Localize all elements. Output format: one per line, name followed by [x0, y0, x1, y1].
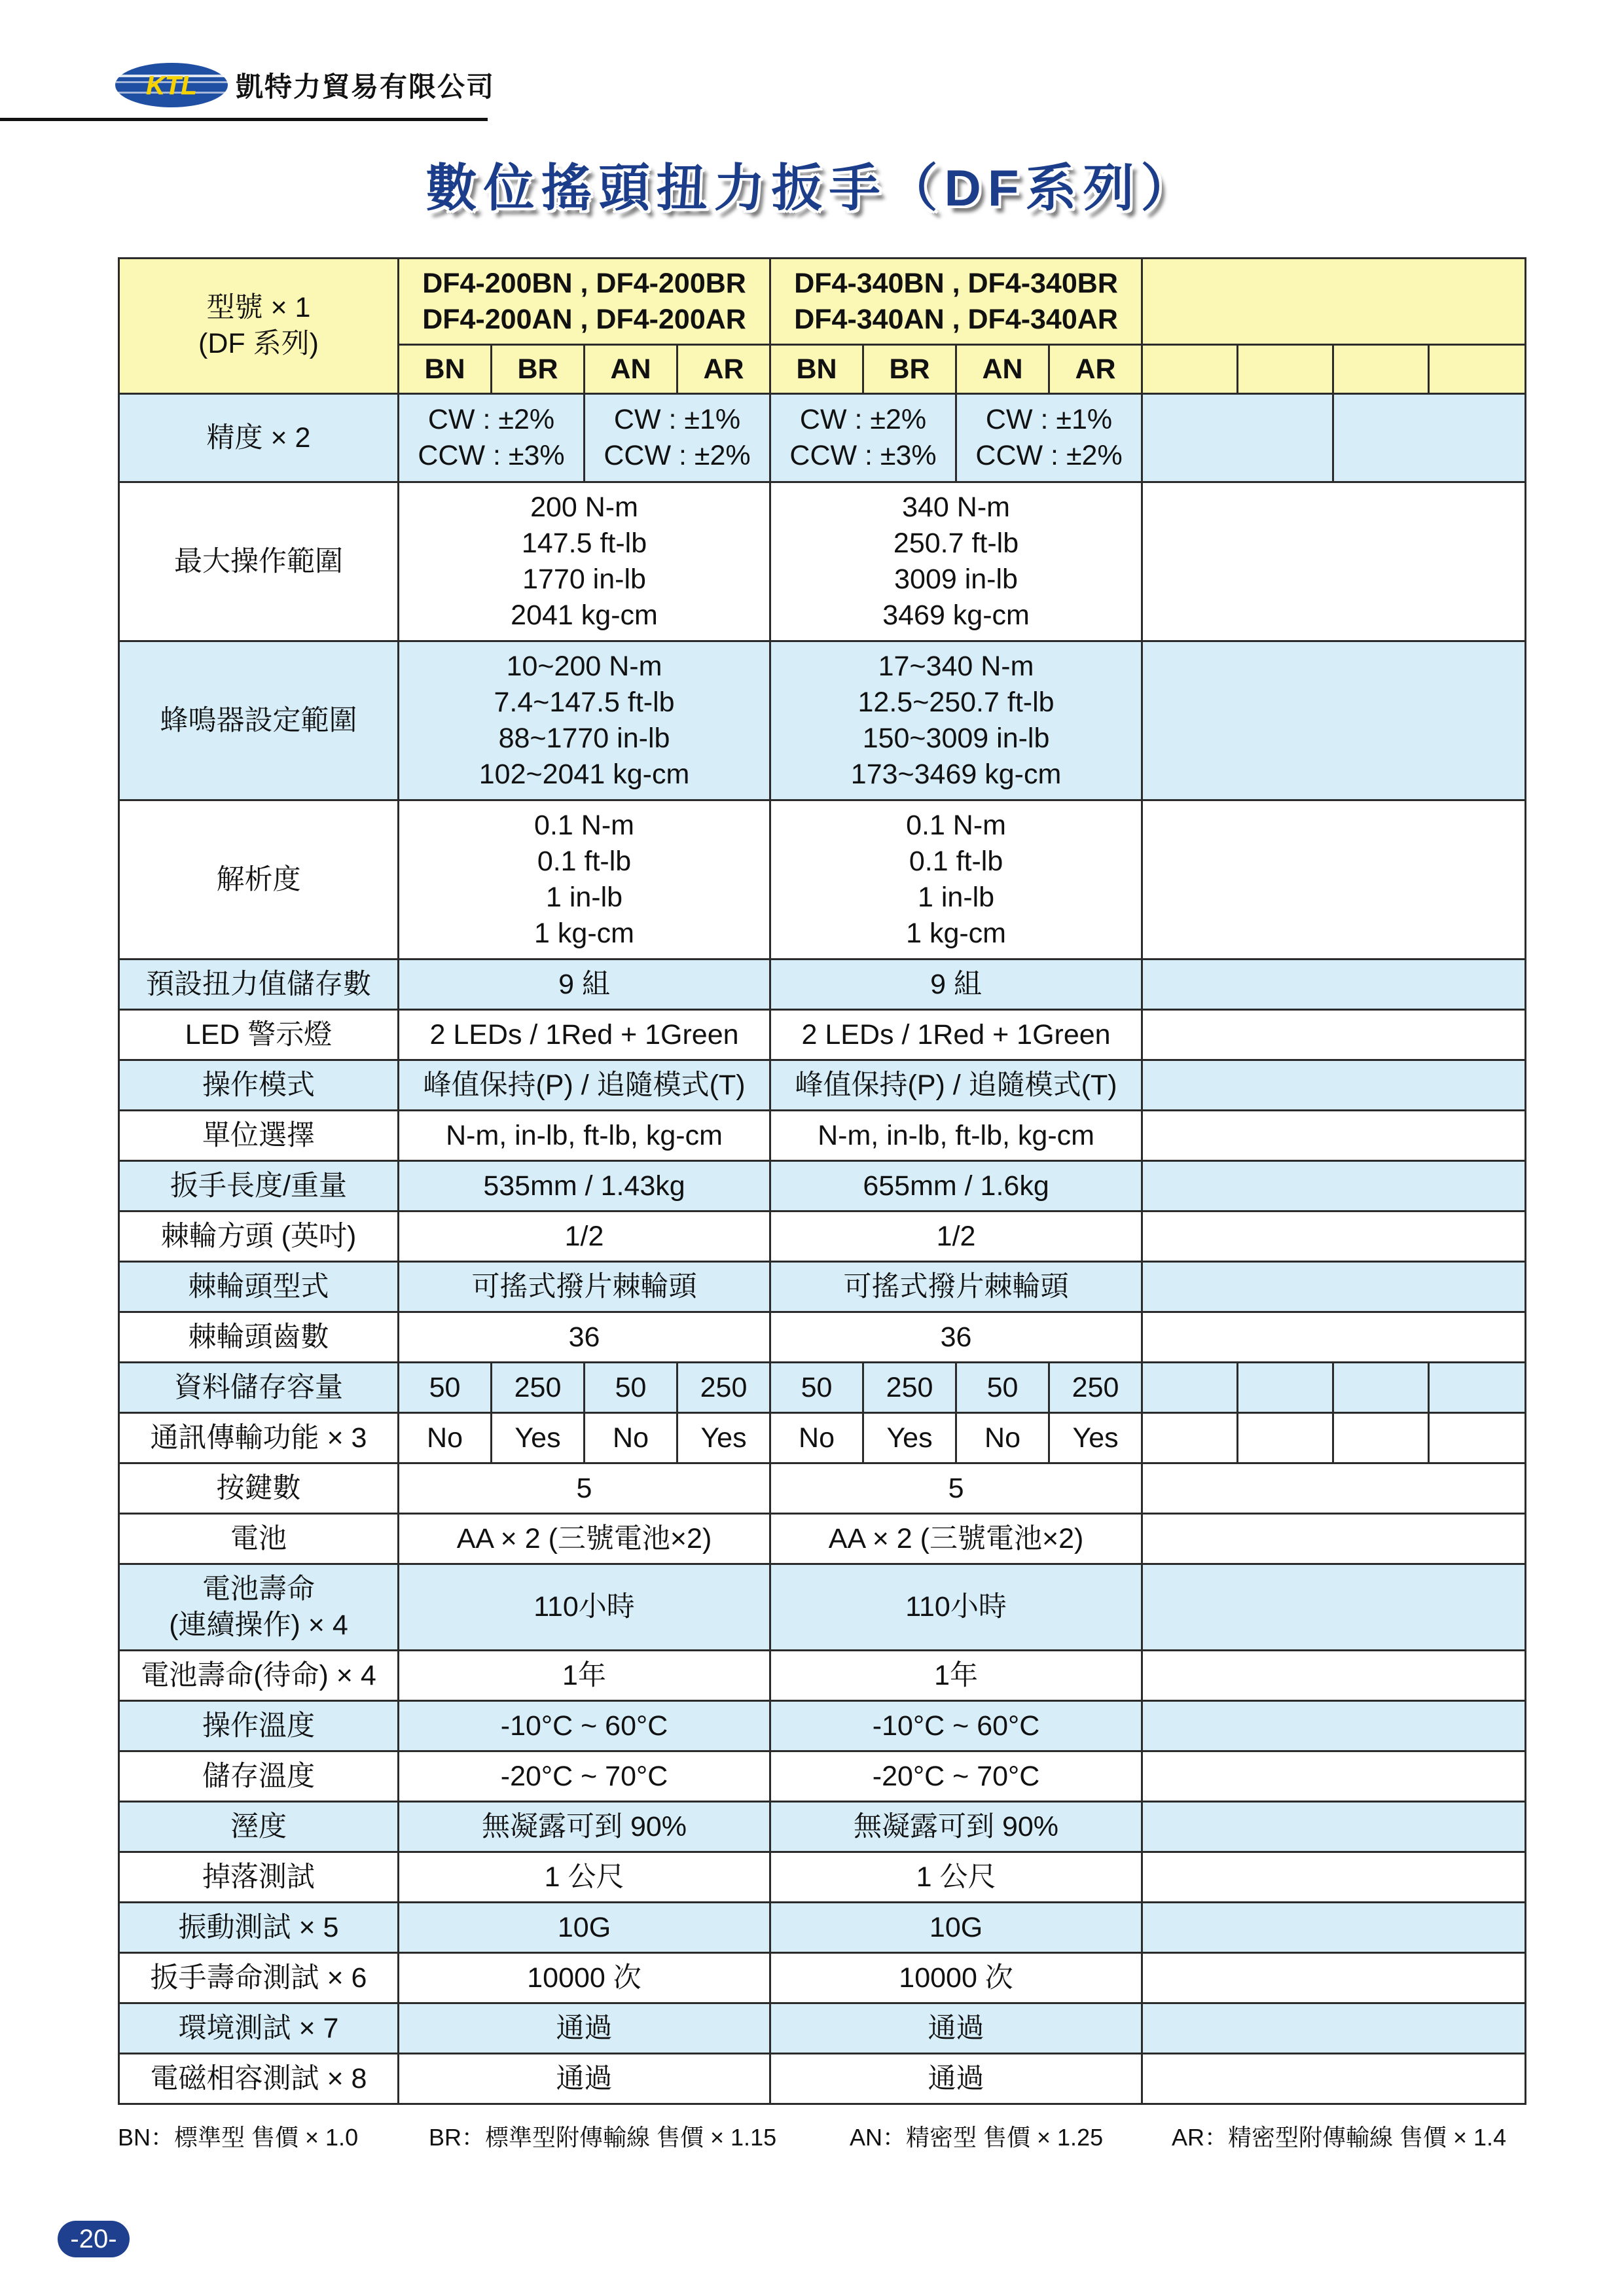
empty-cell [1142, 1514, 1526, 1564]
empty-cell [1142, 1010, 1526, 1060]
value-cell: 535mm / 1.43kg [399, 1161, 770, 1211]
empty-cell [1429, 1363, 1526, 1413]
empty-cell [1429, 345, 1526, 394]
value-cell: 5 [399, 1463, 770, 1514]
value-cell: 110小時 [399, 1564, 770, 1651]
storage-cell: 250 [863, 1363, 956, 1413]
value-cell: 36 [399, 1312, 770, 1363]
value-cell: N-m, in-lb, ft-lb, kg-cm [399, 1111, 770, 1161]
value-cell: 36 [770, 1312, 1142, 1363]
note-an: AN：精密型 售價 × 1.25 [850, 2124, 1104, 2151]
type-cell: AR [677, 345, 770, 394]
buzzer-range-200: 10~200 N-m 7.4~147.5 ft-lb 88~1770 in-lb 102~2041 kg-cm [399, 641, 770, 800]
page-title: 數位搖頭扭力扳手（DF系列） [425, 159, 1199, 217]
empty-cell [1142, 345, 1238, 394]
row-label: 棘輪頭齒數 [119, 1312, 399, 1363]
empty-cell [1142, 1852, 1526, 1903]
accuracy-cell: CW : ±1% CCW : ±2% [585, 394, 770, 482]
page-header [0, 59, 497, 124]
comm-cell: Yes [863, 1413, 956, 1463]
empty-cell [1142, 1312, 1526, 1363]
accuracy-cell: CW : ±2% CCW : ±3% [399, 394, 585, 482]
accuracy-cell: CW : ±1% CCW : ±2% [956, 394, 1142, 482]
value-cell: -20°C ~ 70°C [399, 1751, 770, 1802]
value-cell: 可搖式撥片棘輪頭 [399, 1262, 770, 1312]
row-label: 操作溫度 [119, 1701, 399, 1751]
note-br: BR：標準型附傳輸線 售價 × 1.15 [429, 2124, 777, 2151]
value-cell: 5 [770, 1463, 1142, 1514]
spec-table [118, 257, 1526, 2105]
empty-cell [1142, 1463, 1526, 1514]
value-cell: 通過 [770, 2054, 1142, 2104]
value-cell: 峰值保持(P) / 追隨模式(T) [399, 1060, 770, 1111]
empty-cell [1142, 1802, 1526, 1852]
empty-cell [1142, 1651, 1526, 1701]
row-label: 蜂鳴器設定範圍 [119, 641, 399, 800]
empty-cell [1142, 1211, 1526, 1262]
value-cell: 10G [770, 1903, 1142, 1953]
comm-cell: No [956, 1413, 1049, 1463]
type-cell: BR [863, 345, 956, 394]
models-340: DF4-340BN , DF4-340BR DF4-340AN , DF4-340AR [770, 259, 1142, 345]
storage-cell: 250 [677, 1363, 770, 1413]
empty-cell [1333, 1413, 1429, 1463]
empty-cell [1238, 345, 1333, 394]
value-cell: 2 LEDs / 1Red + 1Green [770, 1010, 1142, 1060]
row-label: 預設扭力值儲存數 [119, 960, 399, 1010]
type-cell: AN [956, 345, 1049, 394]
row-label: 扳手長度/重量 [119, 1161, 399, 1211]
resolution-340: 0.1 N-m 0.1 ft-lb 1 in-lb 1 kg-cm [770, 800, 1142, 960]
row-label: 按鍵數 [119, 1463, 399, 1514]
value-cell: 110小時 [770, 1564, 1142, 1651]
row-label: 電池 [119, 1514, 399, 1564]
value-cell: 通過 [399, 2054, 770, 2104]
storage-cell: 250 [492, 1363, 585, 1413]
comm-cell: Yes [492, 1413, 585, 1463]
logo-text: KTL [146, 71, 197, 100]
storage-cell: 50 [585, 1363, 677, 1413]
value-cell: 10G [399, 1903, 770, 1953]
type-cell: BN [399, 345, 492, 394]
empty-cell [1142, 1903, 1526, 1953]
row-label: 最大操作範圍 [119, 482, 399, 641]
model-label: 型號 × 1 (DF 系列) [119, 259, 399, 394]
value-cell: 2 LEDs / 1Red + 1Green [399, 1010, 770, 1060]
empty-cell [1333, 1363, 1429, 1413]
row-label: 棘輪頭型式 [119, 1262, 399, 1312]
value-cell: AA × 2 (三號電池×2) [770, 1514, 1142, 1564]
note-bn: BN：標準型 售價 × 1.0 [118, 2124, 359, 2151]
empty-cell [1142, 1751, 1526, 1802]
value-cell: 無凝露可到 90% [770, 1802, 1142, 1852]
buzzer-range-340: 17~340 N-m 12.5~250.7 ft-lb 150~3009 in-lb 173~3469 kg-cm [770, 641, 1142, 800]
value-cell: 1/2 [399, 1211, 770, 1262]
value-cell: 10000 次 [399, 1953, 770, 2003]
value-cell: 9 組 [770, 960, 1142, 1010]
value-cell: 9 組 [399, 960, 770, 1010]
comm-cell: No [399, 1413, 492, 1463]
empty-cell [1142, 1363, 1238, 1413]
row-label: 電磁相容測試 × 8 [119, 2054, 399, 2104]
row-label: 單位選擇 [119, 1111, 399, 1161]
value-cell: -10°C ~ 60°C [770, 1701, 1142, 1751]
type-cell: AN [585, 345, 677, 394]
empty-cell [1142, 394, 1333, 482]
empty-cell [1142, 259, 1526, 345]
company-name: 凱特力貿易有限公司 [236, 71, 496, 102]
row-label: 資料儲存容量 [119, 1363, 399, 1413]
empty-cell [1142, 1161, 1526, 1211]
row-label: 操作模式 [119, 1060, 399, 1111]
resolution-200: 0.1 N-m 0.1 ft-lb 1 in-lb 1 kg-cm [399, 800, 770, 960]
value-cell: 10000 次 [770, 1953, 1142, 2003]
max-range-200: 200 N-m 147.5 ft-lb 1770 in-lb 2041 kg-cm [399, 482, 770, 641]
row-label: 掉落測試 [119, 1852, 399, 1903]
row-label: 通訊傳輸功能 × 3 [119, 1413, 399, 1463]
page-number: -20- [58, 2221, 130, 2257]
empty-cell [1142, 2054, 1526, 2104]
row-label: 振動測試 × 5 [119, 1903, 399, 1953]
empty-cell [1142, 1953, 1526, 2003]
empty-cell [1142, 482, 1526, 641]
header-rule [0, 118, 488, 121]
value-cell: -10°C ~ 60°C [399, 1701, 770, 1751]
row-label: 環境測試 × 7 [119, 2003, 399, 2054]
value-cell: 1年 [399, 1651, 770, 1701]
empty-cell [1333, 394, 1526, 482]
empty-cell [1142, 641, 1526, 800]
row-label: LED 警示燈 [119, 1010, 399, 1060]
type-cell: BN [770, 345, 863, 394]
max-range-340: 340 N-m 250.7 ft-lb 3009 in-lb 3469 kg-cm [770, 482, 1142, 641]
empty-cell [1142, 800, 1526, 960]
comm-cell: No [585, 1413, 677, 1463]
row-label: 儲存溫度 [119, 1751, 399, 1802]
row-label: 精度 × 2 [119, 394, 399, 482]
value-cell: 1年 [770, 1651, 1142, 1701]
storage-cell: 50 [399, 1363, 492, 1413]
accuracy-cell: CW : ±2% CCW : ±3% [770, 394, 956, 482]
value-cell: 通過 [399, 2003, 770, 2054]
row-label: 電池壽命 (連續操作) × 4 [119, 1564, 399, 1651]
storage-cell: 50 [956, 1363, 1049, 1413]
value-cell: 通過 [770, 2003, 1142, 2054]
ktl-logo [115, 62, 229, 109]
empty-cell [1333, 345, 1429, 394]
price-notes [118, 2119, 1525, 2152]
row-label: 棘輪方頭 (英吋) [119, 1211, 399, 1262]
row-label: 電池壽命(待命) × 4 [119, 1651, 399, 1701]
value-cell: 655mm / 1.6kg [770, 1161, 1142, 1211]
type-cell: BR [492, 345, 585, 394]
value-cell: 1 公尺 [770, 1852, 1142, 1903]
value-cell: 峰值保持(P) / 追隨模式(T) [770, 1060, 1142, 1111]
empty-cell [1142, 960, 1526, 1010]
value-cell: 無凝露可到 90% [399, 1802, 770, 1852]
storage-cell: 250 [1049, 1363, 1142, 1413]
comm-cell: Yes [677, 1413, 770, 1463]
row-label: 溼度 [119, 1802, 399, 1852]
type-cell: AR [1049, 345, 1142, 394]
value-cell: AA × 2 (三號電池×2) [399, 1514, 770, 1564]
value-cell: 1 公尺 [399, 1852, 770, 1903]
comm-cell: No [770, 1413, 863, 1463]
empty-cell [1238, 1413, 1333, 1463]
empty-cell [1142, 1701, 1526, 1751]
value-cell: 1/2 [770, 1211, 1142, 1262]
empty-cell [1238, 1363, 1333, 1413]
empty-cell [1142, 1262, 1526, 1312]
empty-cell [1429, 1413, 1526, 1463]
value-cell: N-m, in-lb, ft-lb, kg-cm [770, 1111, 1142, 1161]
empty-cell [1142, 1564, 1526, 1651]
value-cell: 可搖式撥片棘輪頭 [770, 1262, 1142, 1312]
note-ar: AR：精密型附傳輸線 售價 × 1.4 [1172, 2124, 1507, 2151]
row-label: 扳手壽命測試 × 6 [119, 1953, 399, 2003]
row-label: 解析度 [119, 800, 399, 960]
value-cell: -20°C ~ 70°C [770, 1751, 1142, 1802]
empty-cell [1142, 2003, 1526, 2054]
empty-cell [1142, 1060, 1526, 1111]
models-200: DF4-200BN , DF4-200BR DF4-200AN , DF4-200AR [399, 259, 770, 345]
empty-cell [1142, 1413, 1238, 1463]
empty-cell [1142, 1111, 1526, 1161]
comm-cell: Yes [1049, 1413, 1142, 1463]
storage-cell: 50 [770, 1363, 863, 1413]
